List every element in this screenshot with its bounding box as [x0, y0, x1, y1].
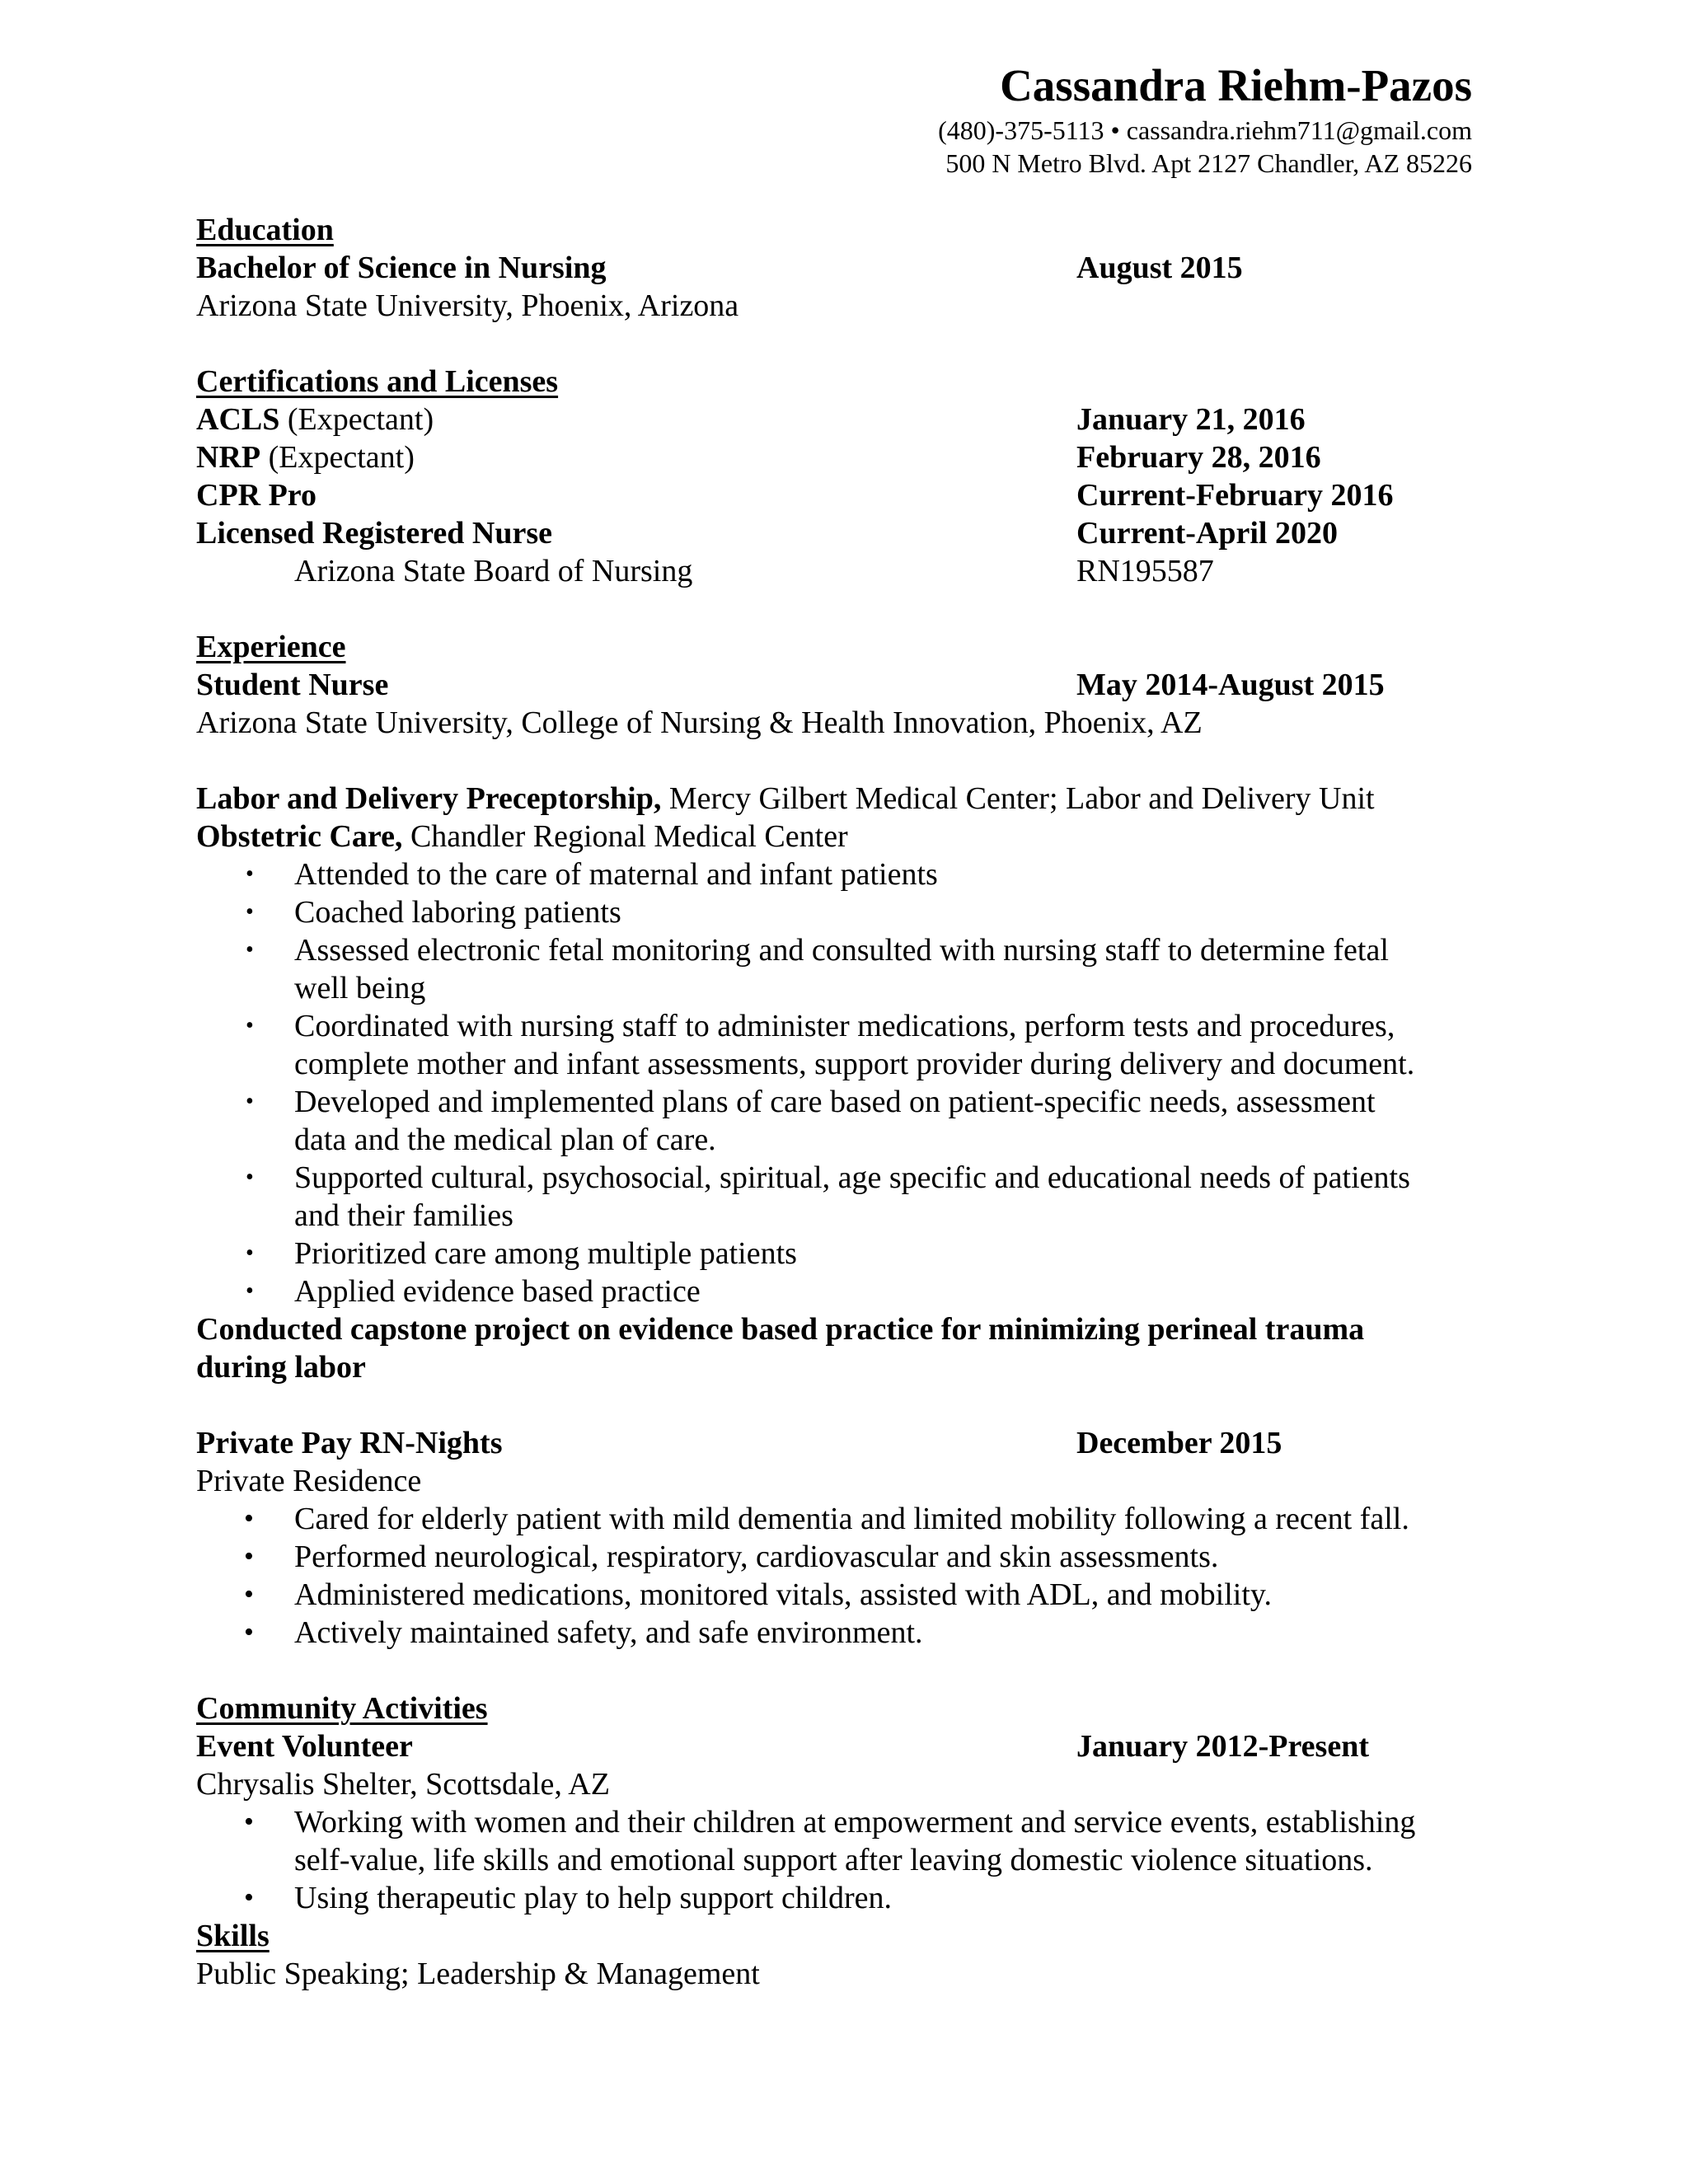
- cert-row: [196, 438, 1498, 476]
- bullet-icon: •: [246, 1089, 254, 1114]
- skills-text: Public Speaking; Leadership & Management: [196, 1957, 760, 1991]
- job-org: Arizona State University, College of Nursing & Health Innovation, Phoenix, AZ: [196, 705, 1203, 740]
- list-item-text: Coached laboring patients: [294, 895, 621, 930]
- list-item: [196, 1538, 1498, 1576]
- list-item: [196, 1235, 1498, 1272]
- job-date: May 2014-August 2015: [1076, 668, 1385, 702]
- job-org: Chrysalis Shelter, Scottsdale, AZ: [196, 1767, 610, 1802]
- list-item-continuation: complete mother and infant assessments, support provider during delivery and document.: [294, 1047, 1415, 1081]
- list-item: [196, 1576, 1498, 1614]
- cert-date: Current-April 2020: [1076, 516, 1338, 551]
- resume-body: [196, 211, 1498, 1993]
- list-item: [196, 1083, 1498, 1121]
- list-item: [196, 855, 1498, 893]
- cert-date: February 28, 2016: [1076, 440, 1321, 475]
- list-item: [196, 1879, 1498, 1917]
- job-date: January 2012-Present: [1076, 1729, 1369, 1764]
- list-item: [196, 1500, 1498, 1538]
- bullet-icon: •: [246, 899, 254, 925]
- job-title-row: [196, 1727, 1498, 1765]
- list-item: [196, 1007, 1498, 1045]
- placement-location: Mercy Gilbert Medical Center; Labor and Delivery Unit: [661, 781, 1375, 816]
- list-item-text: Coordinated with nursing staff to administer medications, perform tests and procedures,: [294, 1009, 1395, 1043]
- bullet-icon: •: [246, 1278, 254, 1304]
- cert-name: Licensed Registered Nurse: [196, 516, 553, 551]
- job-title-row: [196, 1424, 1498, 1462]
- cert-row: [196, 401, 1498, 438]
- bullet-icon: •: [246, 861, 254, 887]
- list-item-text: Attended to the care of maternal and infant patients: [294, 857, 938, 892]
- license-number: RN195587: [1076, 554, 1214, 588]
- placement-title: Labor and Delivery Preceptorship,: [196, 781, 662, 816]
- education-degree-row: [196, 249, 1498, 287]
- list-item-text: Prioritized care among multiple patients: [294, 1236, 797, 1271]
- candidate-name: Cassandra Riehm-Pazos: [1000, 60, 1472, 110]
- list-item-continuation: and their families: [294, 1198, 513, 1233]
- resume-header: [938, 58, 1472, 180]
- list-item-text: Performed neurological, respiratory, cardiovascular and skin assessments.: [294, 1540, 1219, 1574]
- bullet-icon: •: [244, 1503, 254, 1534]
- list-item-text: Actively maintained safety, and safe environment.: [294, 1615, 923, 1650]
- section-heading-community: Community Activities: [196, 1691, 488, 1726]
- license-board-row: [196, 552, 1498, 590]
- list-item-continuation: well being: [294, 971, 426, 1005]
- placement-location: Chandler Regional Medical Center: [402, 819, 848, 854]
- placement-title: Obstetric Care,: [196, 819, 403, 854]
- bullet-icon: •: [246, 1240, 254, 1266]
- job-org: Private Residence: [196, 1464, 422, 1498]
- license-board: Arizona State Board of Nursing: [294, 554, 693, 588]
- cert-row: [196, 514, 1498, 552]
- cert-date: Current-February 2016: [1076, 478, 1394, 513]
- job-title: Private Pay RN-Nights: [196, 1426, 503, 1460]
- list-item: [196, 1159, 1498, 1197]
- cert-note: (Expectant): [260, 440, 415, 475]
- list-item: [196, 931, 1498, 969]
- bullet-icon: •: [244, 1617, 254, 1647]
- section-heading-experience: Experience: [196, 630, 346, 664]
- job-title-row: [196, 666, 1498, 704]
- bullet-icon: •: [246, 937, 254, 963]
- bullet-icon: •: [244, 1882, 254, 1913]
- list-item-text: Administered medications, monitored vitals, assisted with ADL, and mobility.: [294, 1577, 1272, 1612]
- list-item-continuation: data and the medical plan of care.: [294, 1122, 716, 1157]
- list-item-text: Supported cultural, psychosocial, spiritual, age specific and educational needs of patients: [294, 1160, 1410, 1195]
- bullet-icon: •: [246, 1013, 254, 1038]
- cert-name: NRP: [196, 440, 261, 475]
- list-item: [196, 893, 1498, 931]
- list-item-text: Applied evidence based practice: [294, 1274, 701, 1309]
- list-item-text: Using therapeutic play to help support children.: [294, 1881, 892, 1915]
- placement-row: [196, 818, 1498, 855]
- address-line: 500 N Metro Blvd. Apt 2127 Chandler, AZ 85226: [945, 148, 1472, 178]
- cert-row: [196, 476, 1498, 514]
- section-heading-education: Education: [196, 213, 334, 247]
- list-item: [196, 1803, 1498, 1841]
- list-item-text: Developed and implemented plans of care based on patient-specific needs, assessment: [294, 1085, 1376, 1119]
- list-item-text: Assessed electronic fetal monitoring and consulted with nursing staff to determine fetal: [294, 933, 1389, 968]
- section-heading-skills: Skills: [196, 1919, 270, 1953]
- bullet-icon: •: [244, 1541, 254, 1572]
- list-item: [196, 1272, 1498, 1310]
- bullet-icon: •: [244, 1807, 254, 1837]
- school-name: Arizona State University, Phoenix, Arizona: [196, 288, 739, 323]
- job-title: Event Volunteer: [196, 1729, 413, 1764]
- capstone-line: Conducted capstone project on evidence based practice for minimizing perineal trauma: [196, 1312, 1365, 1347]
- cert-name: CPR Pro: [196, 478, 316, 513]
- cert-date: January 21, 2016: [1076, 402, 1306, 437]
- bullet-icon: •: [246, 1165, 254, 1190]
- job-title: Student Nurse: [196, 668, 389, 702]
- section-heading-certifications: Certifications and Licenses: [196, 364, 559, 399]
- degree-date: August 2015: [1076, 251, 1243, 285]
- list-item-text: Cared for elderly patient with mild dementia and limited mobility following a recent fall.: [294, 1502, 1409, 1536]
- cert-note: (Expectant): [279, 402, 434, 437]
- placement-row: [196, 780, 1498, 818]
- bullet-icon: •: [244, 1579, 254, 1610]
- job-date: December 2015: [1076, 1426, 1282, 1460]
- degree-title: Bachelor of Science in Nursing: [196, 251, 607, 285]
- list-item-text: Working with women and their children at empowerment and service events, establishing: [294, 1805, 1416, 1840]
- capstone-line: during labor: [196, 1350, 366, 1385]
- contact-line: (480)-375-5113 • cassandra.riehm711@gmail.com: [938, 115, 1472, 145]
- cert-name: ACLS: [196, 402, 280, 437]
- list-item-continuation: self-value, life skills and emotional support after leaving domestic violence situations.: [294, 1843, 1373, 1877]
- list-item: [196, 1614, 1498, 1652]
